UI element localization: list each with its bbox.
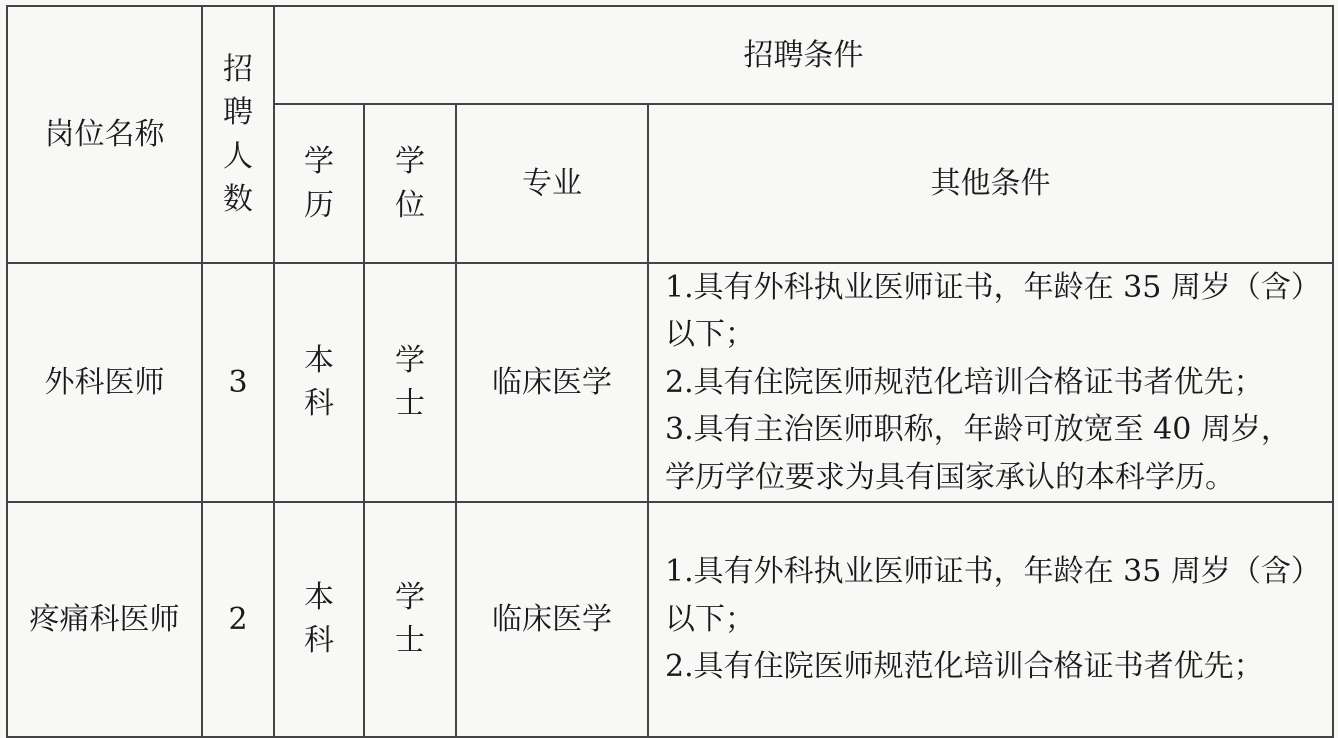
condition-line: 2.具有住院医师规范化培训合格证书者优先； bbox=[665, 364, 1264, 400]
table-row bbox=[7, 263, 1333, 502]
condition-line: 以下； bbox=[665, 317, 755, 353]
condition-line: 1.具有外科执业医师证书，年龄在 35 周岁（含） bbox=[665, 270, 1321, 305]
cell-major: 临床医学 bbox=[456, 263, 648, 502]
cell-education: 本科 bbox=[274, 263, 364, 502]
condition-line: 2.具有住院医师规范化培训合格证书者优先； bbox=[665, 649, 1264, 685]
recruitment-table bbox=[6, 5, 1334, 738]
condition-line: 1.具有外科执业医师证书，年龄在 35 周岁（含） bbox=[665, 554, 1321, 590]
cell-position: 外科医师 bbox=[7, 263, 202, 502]
header-conditions-group: 招聘条件 bbox=[274, 6, 1333, 104]
condition-line: 学历学位要求为具有国家承认的本科学历。 bbox=[665, 459, 1235, 495]
cell-position: 疼痛科医师 bbox=[7, 502, 202, 737]
header-education: 学历 bbox=[274, 104, 364, 263]
header-position-name: 岗位名称 bbox=[7, 6, 202, 263]
cell-degree: 学士 bbox=[364, 263, 456, 502]
header-row-1 bbox=[7, 6, 1333, 104]
cell-other-conditions bbox=[648, 502, 1333, 737]
condition-line: 以下； bbox=[665, 601, 755, 637]
header-headcount: 招聘人数 bbox=[202, 6, 274, 263]
cell-major: 临床医学 bbox=[456, 502, 648, 737]
header-other-conditions: 其他条件 bbox=[648, 104, 1333, 263]
cell-education: 本科 bbox=[274, 502, 364, 737]
table-row bbox=[7, 502, 1333, 737]
cell-degree: 学士 bbox=[364, 502, 456, 737]
header-major: 专业 bbox=[456, 104, 648, 263]
header-degree: 学位 bbox=[364, 104, 456, 263]
cell-other-conditions bbox=[648, 263, 1333, 502]
cell-count: 3 bbox=[202, 263, 274, 502]
condition-line: 3.具有主治医师职称，年龄可放宽至 40 周岁， bbox=[665, 412, 1291, 448]
cell-count: 2 bbox=[202, 502, 274, 737]
